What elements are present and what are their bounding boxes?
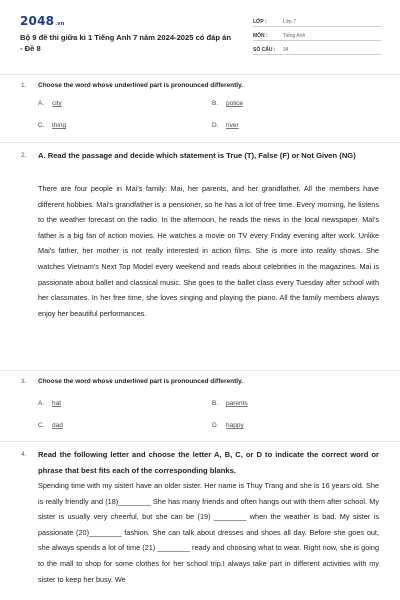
question-3-prompt: Choose the word whose underlined part is pronounced differently. xyxy=(38,378,244,385)
document-title: Bộ 9 đề thi giữa kì 1 Tiếng Anh 7 năm 2024-2025 có đáp án - Đề 8 xyxy=(20,33,232,53)
question-divider xyxy=(0,441,400,442)
site-logo[interactable] xyxy=(20,14,65,28)
option-word: thing xyxy=(52,122,67,129)
question-4-title: Read the following letter and choose the letter A, B, C, or D to indicate the correct word or phrase that best fits each of the corresponding blanks. xyxy=(38,450,379,475)
meta-subject-key: MÔN : xyxy=(253,33,268,39)
logo-main-text: 2048 xyxy=(20,14,55,28)
question-3-option-d[interactable] xyxy=(212,422,244,429)
option-letter: A. xyxy=(38,400,45,407)
option-letter: D. xyxy=(212,422,219,429)
meta-subject-row xyxy=(253,30,381,41)
option-word: police xyxy=(226,100,243,107)
question-3-number: 3. xyxy=(21,378,27,385)
option-letter: B. xyxy=(212,100,219,107)
question-3-option-a[interactable] xyxy=(38,400,61,407)
meta-count-value: 34 xyxy=(283,47,289,53)
question-2-number: 2. xyxy=(21,152,27,159)
header-divider xyxy=(0,74,400,75)
option-word: dad xyxy=(52,422,63,429)
option-letter: C. xyxy=(38,422,45,429)
question-1-option-c[interactable] xyxy=(38,122,66,129)
meta-count-row xyxy=(253,44,381,55)
option-letter: A. xyxy=(38,100,45,107)
question-1-option-a[interactable] xyxy=(38,100,62,107)
question-2-passage: There are four people in Mai's family: Mai, her parents, and her grandfather. All the members have different hobbies. Mai's grandfather is a pensioner, so he has a lot of free time. Every morning, he listens to the weather forecast on the radio. In the afternoon, he reads the news in the local newspaper. Mai's father is a big fan of action movies. He watches a movie on TV every Friday evening after work. Unlike Mai's father, her mother is not really interested in action films. She is more into reality shows. She watches Vietnam's Next Top Model every weekend and reads about celebrities in the magazines. Mai is passionate about ballet and classical music. She goes to the ballet class every Tuesday after school with her classmates. In her free time, she loves singing and playing the piano. All the family members always enjoy her beautiful performances. xyxy=(38,184,379,318)
question-3-option-c[interactable] xyxy=(38,422,63,429)
question-divider xyxy=(0,370,400,371)
option-word: river xyxy=(226,122,239,129)
option-word: hat xyxy=(52,400,62,407)
question-3-option-b[interactable] xyxy=(212,400,248,407)
meta-count-key: SỐ CÂU : xyxy=(253,47,276,53)
logo-suffix-text: .vn xyxy=(55,21,65,27)
meta-class-row xyxy=(253,16,381,27)
option-letter: B. xyxy=(212,400,219,407)
meta-subject-value: Tiếng Anh xyxy=(283,33,306,39)
question-1-prompt: Choose the word whose underlined part is pronounced differently. xyxy=(38,82,244,89)
question-divider xyxy=(0,142,400,143)
option-word: city xyxy=(52,100,62,107)
meta-class-value: Lớp 7 xyxy=(283,19,297,25)
question-4-number: 4. xyxy=(21,451,27,458)
option-letter: D. xyxy=(212,122,219,129)
question-4-passage: Spending time with my sisterI have an older sister. Her name is Thuy Trang and she is 16 years old. She is really friendly and (18)________ She has many friends and often hangs out with them after school. My sister is usually very cheerful, but she can be (19) ________ when the weather is bad. My sister is passionate (20)________ fashion. She can talk about dresses and shoes all day. Before she goes out, she always spends a lot of time (21) ________ ready and choosing what to wear. Right now, she is going to the mall to shop for some clothes for her school trip.I always take part in different activities with my sister to keep her busy. We xyxy=(38,481,379,584)
question-1-option-d[interactable] xyxy=(212,122,239,129)
option-letter: C. xyxy=(38,122,45,129)
document-header xyxy=(0,0,400,74)
option-word: parents xyxy=(226,400,248,407)
question-1-option-b[interactable] xyxy=(212,100,243,107)
question-1-number: 1. xyxy=(21,82,27,89)
meta-class-key: LỚP : xyxy=(253,19,267,25)
question-2-title: A. Read the passage and decide which statement is True (T), False (F) or Not Given (NG) xyxy=(38,151,356,160)
option-word: happy xyxy=(226,422,244,429)
